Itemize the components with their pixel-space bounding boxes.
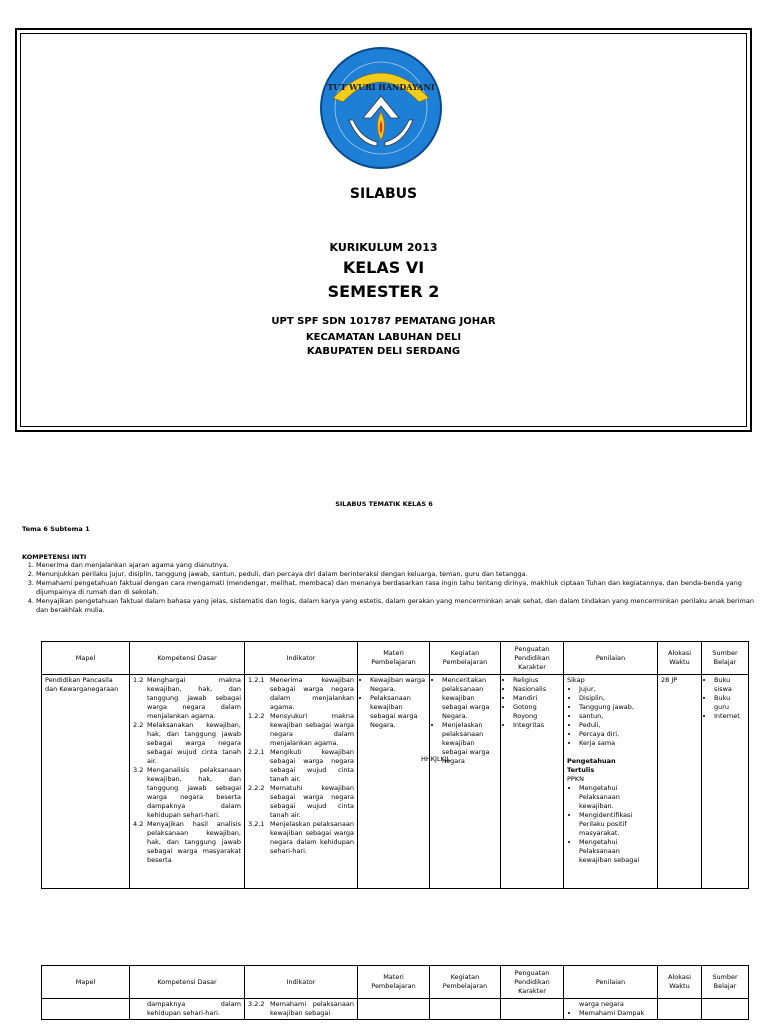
kd-item: 1.2 Menghargai makna kewajiban, hak, dan tanggung jawab sebagai warga negara dalam menjalankan agama. (133, 676, 241, 720)
karakter-item: • Gotong Royong (513, 703, 560, 721)
sikap-item: • Kerja sama (579, 739, 654, 748)
cover-title: SILABUS (349, 186, 418, 202)
col-header-materi: Materi Pembelajaran (358, 966, 430, 999)
col-header-alokasi: Alokasi Waktu (658, 642, 702, 675)
karakter-item: • Nasionalis (513, 685, 560, 694)
sumber-item: • Buku guru (714, 694, 745, 712)
materi-cell (358, 675, 430, 889)
kegiatan-item: • Menceritakan pelaksanaan kewajiban sebagai warga Negara. (442, 676, 497, 721)
penilaian-cell (564, 675, 658, 889)
silabus-doc-title: SILABUS TEMATIK KELAS 6 (335, 500, 433, 508)
sikap-item: • santun, (579, 712, 654, 721)
karakter-item: • Integritas (513, 721, 560, 730)
col-header-karakter: Penguatan Pendidikan Karakter (501, 966, 564, 999)
materi-cell (358, 999, 430, 1020)
col-header-mapel: Mapel (42, 642, 130, 675)
kompetensi-inti-heading: KOMPETENSI INTI (22, 553, 87, 561)
cover-page (15, 28, 752, 432)
ki-item: 3. Memahami pengetahuan faktual dengan cara mengamati (mendengar, melihat, membaca) dan menanya berdasarkan rasa ingin tahu tentang dirinya, makhluk ciptaan Tuhan dan kegiatannya, dan benda-benda yang dijumpainya di rumah dan di sekolah. (36, 579, 764, 597)
col-header-karakter: Penguatan Pendidikan Karakter (501, 642, 564, 675)
sumber-cell (702, 675, 749, 889)
sikap-item: • Disiplin, (579, 694, 654, 703)
col-header-kegiatan: Kegiatan Pembelajaran (430, 642, 501, 675)
kd-cell (130, 675, 245, 889)
kd-continued: dampaknya dalam kehidupan sehari-hari. (147, 1000, 241, 1017)
sikap-item: • Peduli, (579, 721, 654, 730)
table-header-row (42, 642, 749, 675)
indikator-item: 1.2.1 Menerima kewajiban sebagai warga negara dalam menjalankan agama. (248, 676, 354, 711)
materi-item: • Pelaksanaan kewajiban sebagai warga Negara. (370, 694, 426, 730)
tut-wuri-handayani-logo (319, 46, 443, 170)
ki-item: 2. Menunjukkan perilaku jujur, disiplin, tanggung jawab, santun, peduli, dan percaya diri dalam berinteraksi dengan keluarga, teman, guru dan tetangga. (36, 570, 764, 579)
ki-item: 4. Menyajikan pengetahuan faktual dalam bahasa yang jelas, sistematis dan logis, dalam karya yang estetis, dalam gerakan yang mencerminkan anak sehat, dan dalam tindakan yang mencerminkan perilaku anak beriman dan berakhlak mulia. (36, 597, 764, 615)
karakter-cell (501, 999, 564, 1020)
pengetahuan-item: • Mengidentifikasi Perilaku positif masyarakat. (579, 811, 654, 838)
col-header-indikator: Indikator (245, 642, 358, 675)
kompetensi-inti-list (20, 561, 764, 615)
table-row (42, 999, 749, 1020)
penilaian-cell (564, 999, 658, 1020)
indikator-cell (245, 999, 358, 1020)
col-header-penilaian: Penilaian (564, 642, 658, 675)
sikap-item: • Tanggung jawab, (579, 703, 654, 712)
col-header-kd: Kompetensi Dasar (130, 966, 245, 999)
col-header-materi: Materi Pembelajaran (358, 642, 430, 675)
cover-kurikulum: KURIKULUM 2013 (329, 241, 438, 254)
sumber-cell (702, 999, 749, 1020)
cover-kabupaten: KABUPATEN DELI SERDANG (306, 346, 461, 357)
karakter-cell (501, 675, 564, 889)
col-header-sumber: Sumber Belajar (702, 642, 749, 675)
col-header-kegiatan: Kegiatan Pembelajaran (430, 966, 501, 999)
col-header-sumber: Sumber Belajar (702, 966, 749, 999)
pengetahuan-item: • Mengetahui Pelaksanaan kewajiban. (579, 784, 654, 811)
pengetahuan-item: • Memahami Dampak (579, 1009, 654, 1018)
tertulis-label: Tertulis (567, 766, 595, 774)
kegiatan-cell (430, 675, 501, 889)
mapel-cell: Pendidikan Pancasila dan Kewarganegaraan (42, 675, 130, 889)
kd-item: 3.2 Menganalisis pelaksanaan kewajiban, hak, dan tanggung jawab sebagai warga negara beserta dampaknya dalam kehidupan sehari-hari. (133, 766, 241, 819)
logo-text: TUT WURI HANDAYANI (327, 82, 435, 92)
stamp-text: HHKJLKJL (421, 755, 451, 763)
col-header-kd: Kompetensi Dasar (130, 642, 245, 675)
mapel-cell (42, 999, 130, 1020)
indikator-item: 2.2.1 Mengikuti kewajiban sebagai warga negara sebagai wujud cinta tanah air. (248, 748, 354, 783)
indikator-item: 2.2.2 Mematuhi kewajiban sebagai warga negara sebagai wujud cinta tanah air. (248, 784, 354, 819)
sikap-label: Sikap (567, 676, 585, 684)
cover-inner-border (20, 33, 747, 427)
indikator-item: 1.2.2 Mensyukuri makna kewajiban sebagai warga negara dalam menjalankan agama. (248, 712, 354, 747)
table-row (42, 675, 749, 889)
col-header-mapel: Mapel (42, 966, 130, 999)
pengetahuan-label: Pengetahuan (567, 757, 616, 765)
col-header-penilaian: Penilaian (564, 966, 658, 999)
col-header-indikator: Indikator (245, 966, 358, 999)
col-header-alokasi: Alokasi Waktu (658, 966, 702, 999)
kegiatan-cell (430, 999, 501, 1020)
penilaian-continued: warga negara (579, 1000, 624, 1008)
cover-kecamatan: KECAMATAN LABUHAN DELI (305, 332, 462, 343)
alokasi-cell: 28 JP (658, 675, 702, 889)
sikap-item: • Jujur, (579, 685, 654, 694)
kd-item: 4.2 Menyajikan hasil analisis pelaksanaan kewajiban, hak, dan tanggung jawab sebagai warga masyarakat beserta (133, 820, 241, 864)
kegiatan-item: • Menjelaskan pelaksanaan kewajiban sebagai warga negara (442, 721, 497, 766)
ki-item: 1. Menerima dan menjalankan ajaran agama yang dianutnya. (36, 561, 764, 570)
silabus-table (41, 641, 749, 889)
ppkn-label: PPKN (567, 775, 584, 783)
sumber-item: • Buku siswa (714, 676, 745, 694)
table-header-row (42, 966, 749, 999)
indikator-item: 3.2.2 Memahami pelaksanaan kewajiban sebagai (248, 1000, 354, 1017)
cover-kelas: KELAS VI (342, 258, 425, 277)
materi-item: • Kewajiban warga Negara. (370, 676, 426, 694)
kd-cell (130, 999, 245, 1020)
karakter-item: • Mandiri (513, 694, 560, 703)
karakter-item: • Religius (513, 676, 560, 685)
alokasi-cell (658, 999, 702, 1020)
cover-semester: SEMESTER 2 (327, 282, 440, 301)
pengetahuan-item: • Mengetahui Pelaksanaan kewajiban sebagai (579, 838, 654, 865)
sumber-item: • Internet (714, 712, 745, 721)
tema-subtema: Tema 6 Subtema 1 (22, 525, 90, 533)
sikap-item: • Percaya diri, (579, 730, 654, 739)
kd-item: 2.2 Melaksanakan kewajiban, hak, dan tanggung jawab sebagai warga negara sebagai wujud cinta tanah air. (133, 721, 241, 765)
indikator-cell (245, 675, 358, 889)
indikator-item: 3.2.1 Menjelaskan pelaksanaan kewajiban sebagai warga negara dalam kehidupan sehari-hari. (248, 820, 354, 855)
cover-school: UPT SPF SDN 101787 PEMATANG JOHAR (271, 316, 496, 327)
silabus-table-continued (41, 965, 749, 1020)
